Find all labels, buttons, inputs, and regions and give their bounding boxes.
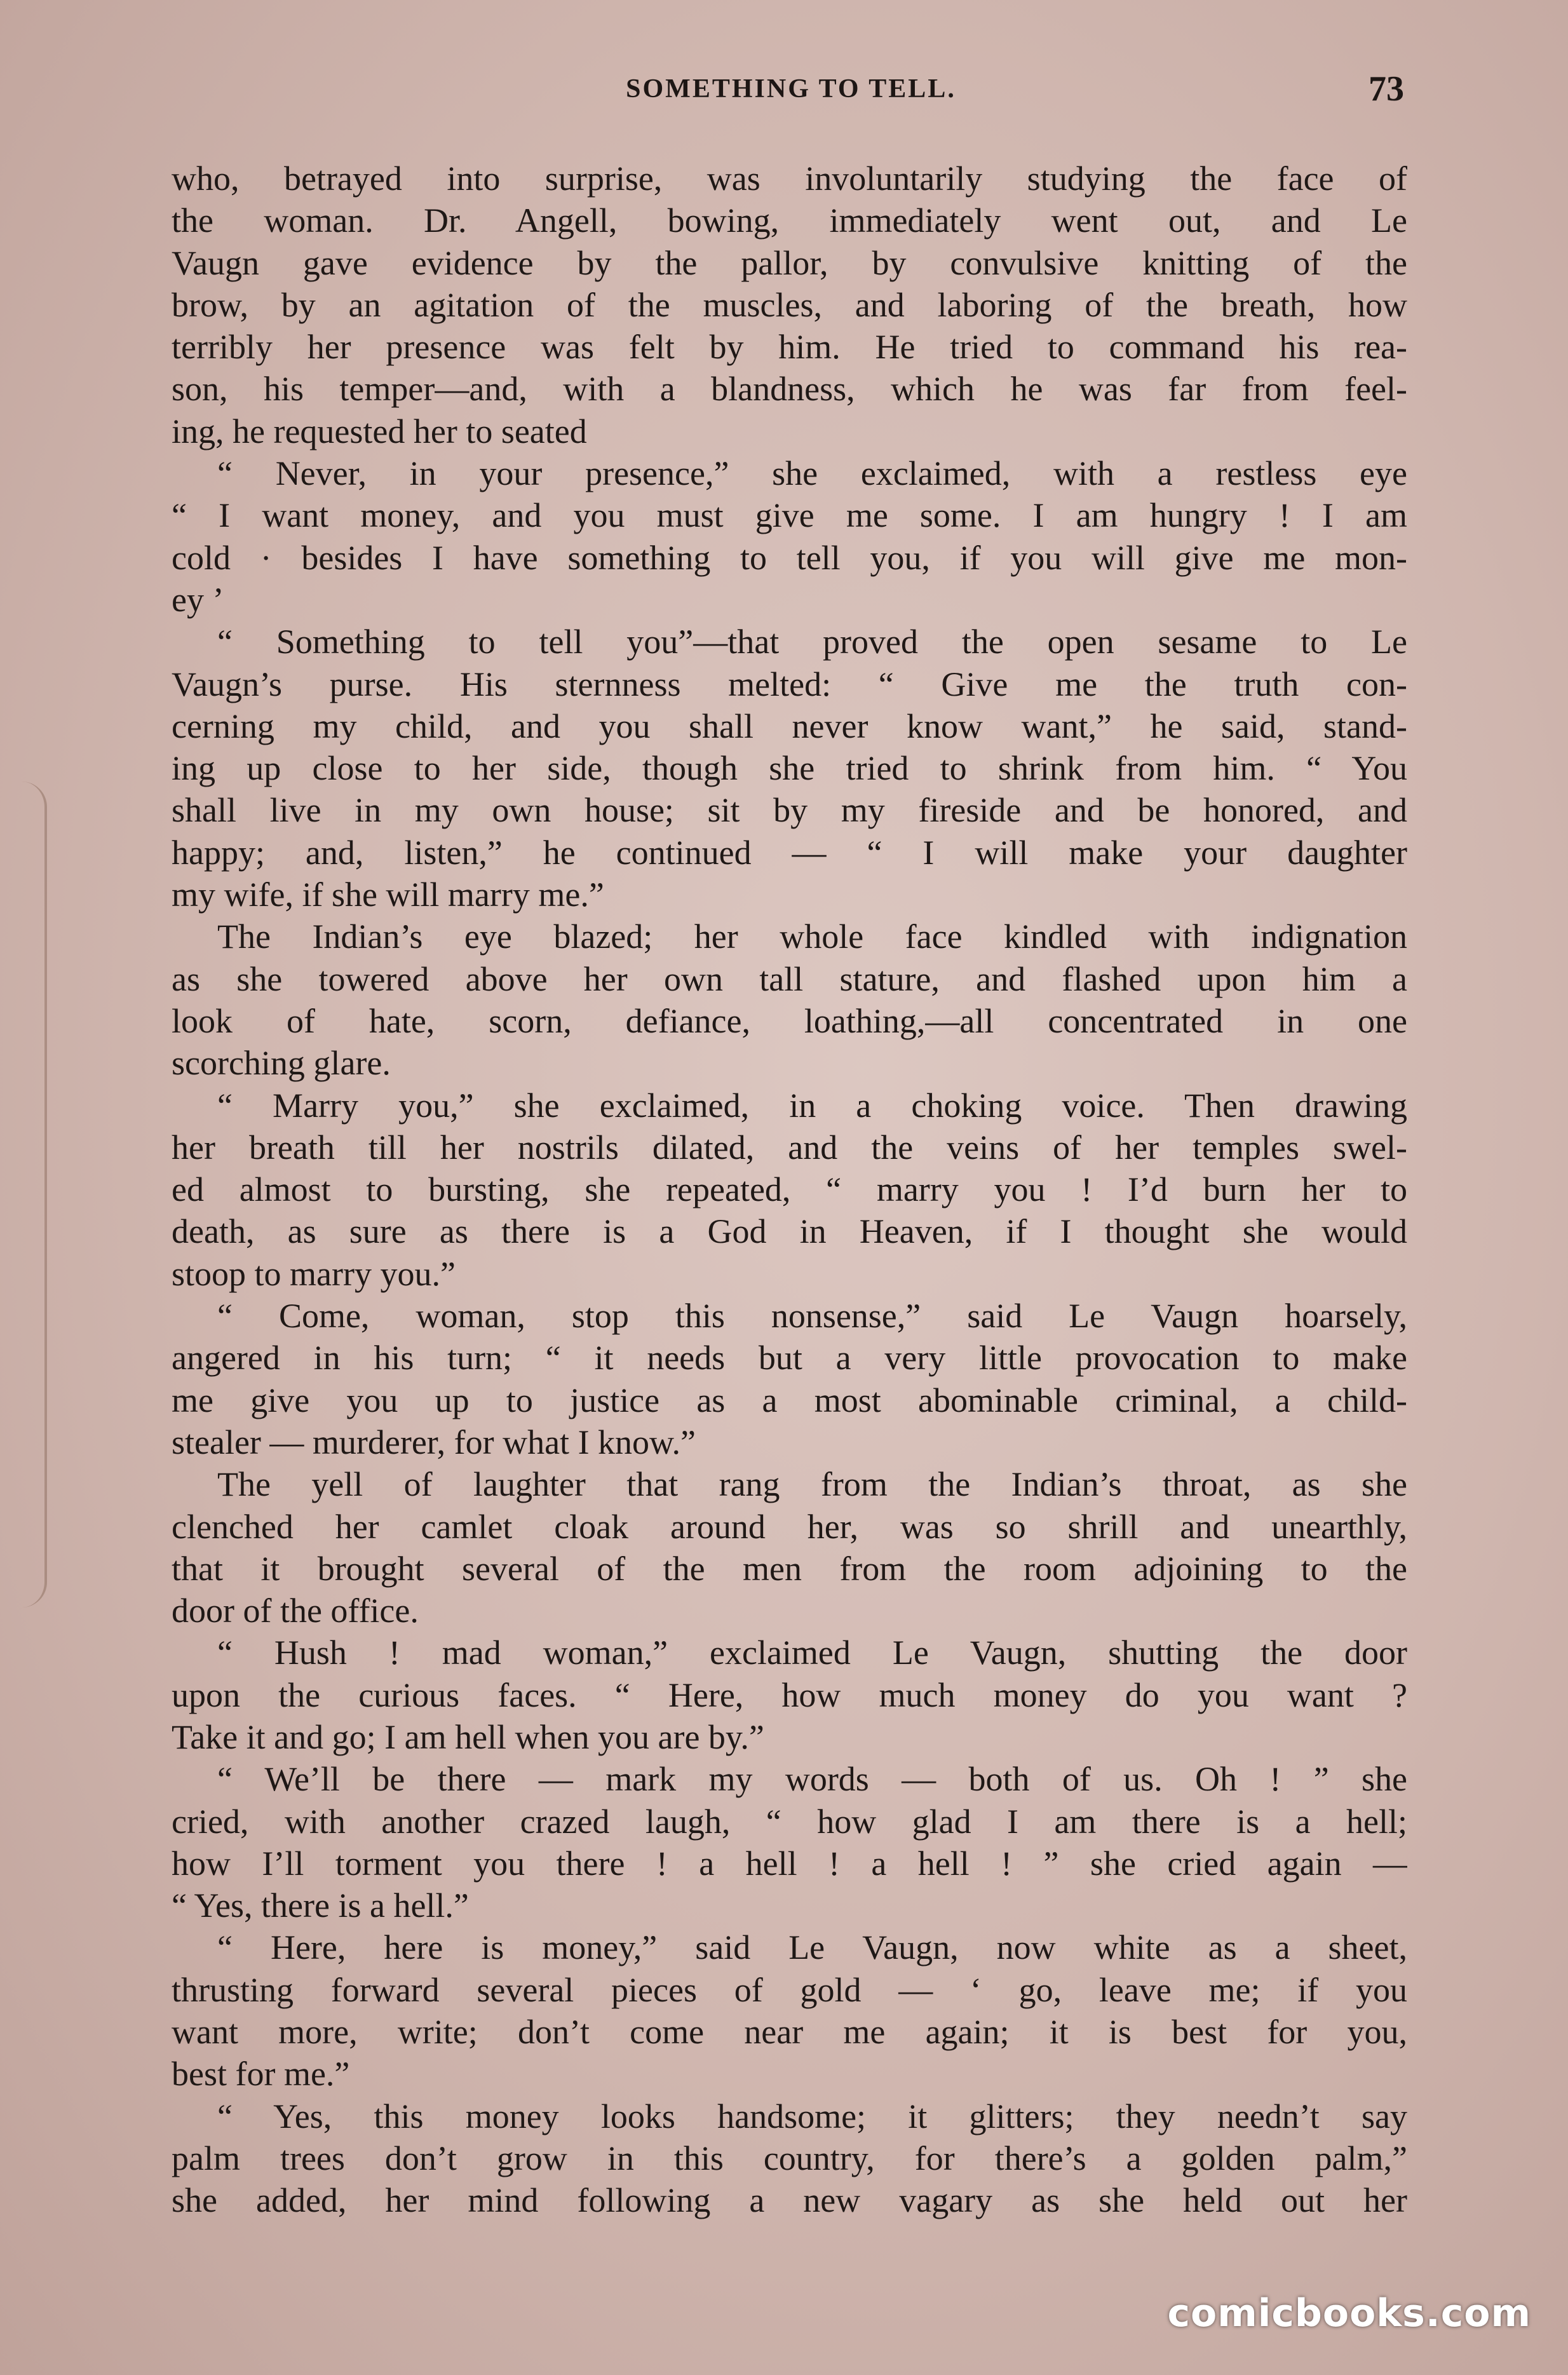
text-line: who, betrayed into surprise, was involuntarily studying the face of [172, 159, 1407, 198]
text-line: “ Yes, this money looks handsome; it glitters; they needn’t say [217, 2097, 1407, 2135]
text-line: the woman. Dr. Angell, bowing, immediately went out, and Le [172, 201, 1407, 240]
binding-thread [0, 782, 47, 1607]
text-line: as she towered above her own tall stature, and flashed upon him a [172, 959, 1407, 998]
watermark: comicbooks.com [1167, 2291, 1531, 2336]
text-line: me give you up to justice as a most abominable criminal, a child- [172, 1381, 1407, 1419]
text-line: thrusting forward several pieces of gold — ‘ go, leave me; if you [172, 1970, 1407, 2009]
text-line: cold · besides I have something to tell you, if you will give me mon- [172, 538, 1407, 577]
text-line: scorching glare. [172, 1044, 391, 1083]
text-line: that it brought several of the men from the room adjoining to the [172, 1549, 1407, 1588]
text-line: The yell of laughter that rang from the Indian’s throat, as she [217, 1465, 1407, 1504]
text-line: palm trees don’t grow in this country, for there’s a golden palm,” [172, 2139, 1407, 2177]
text-line: ey ’ [172, 580, 224, 619]
text-line: angered in his turn; “ it needs but a very little provocation to make [172, 1339, 1407, 1377]
text-line: “ Here, here is money,” said Le Vaugn, now white as a sheet, [217, 1928, 1407, 1967]
text-line: brow, by an agitation of the muscles, and laboring of the breath, how [172, 285, 1407, 324]
text-line: stoop to marry you.” [172, 1254, 456, 1293]
running-head [178, 69, 1404, 113]
text-line: she added, her mind following a new vagary as she held out her [172, 2181, 1407, 2220]
text-line: “ Hush ! mad woman,” exclaimed Le Vaugn, shutting the door [217, 1634, 1407, 1672]
text-line: ing up close to her side, though she tried to shrink from him. “ You [172, 749, 1407, 788]
text-line: The Indian’s eye blazed; her whole face kindled with indignation [217, 917, 1407, 956]
text-line: ed almost to bursting, she repeated, “ marry you ! I’d burn her to [172, 1170, 1407, 1209]
text-line: “ We’ll be there — mark my words — both of us. Oh ! ” she [217, 1760, 1407, 1799]
text-line: best for me.” [172, 2055, 350, 2094]
text-line: door of the office. [172, 1592, 419, 1630]
text-line: how I’ll torment you there ! a hell ! a hell ! ” she cried again — [172, 1844, 1407, 1883]
text-line: cried, with another crazed laugh, “ how glad I am there is a hell; [172, 1802, 1407, 1841]
text-line: “ Marry you,” she exclaimed, in a choking voice. Then drawing [217, 1086, 1407, 1125]
text-line: ing, he requested her to seated [172, 412, 587, 450]
text-line: Vaugn gave evidence by the pallor, by convulsive knitting of the [172, 243, 1407, 282]
text-line: Vaugn’s purse. His sternness melted: “ Give me the truth con- [172, 665, 1407, 703]
text-line: death, as sure as there is a God in Heaven, if I thought she would [172, 1212, 1407, 1251]
text-line: “ Come, woman, stop this nonsense,” said Le Vaugn hoarsely, [217, 1297, 1407, 1336]
text-line: shall live in my own house; sit by my fireside and be honored, and [172, 791, 1407, 830]
running-head-title: SOMETHING TO TELL. [626, 74, 956, 104]
text-line: cerning my child, and you shall never know want,” he said, stand- [172, 707, 1407, 745]
text-line: “ Never, in your presence,” she exclaimed, with a restless eye [217, 454, 1407, 493]
text-line: Take it and go; I am hell when you are by.” [172, 1717, 764, 1756]
text-line: clenched her camlet cloak around her, was so shrill and unearthly, [172, 1507, 1407, 1546]
page-number: 73 [1369, 69, 1404, 109]
text-line: “ Something to tell you”—that proved the open sesame to Le [217, 623, 1407, 661]
text-line: “ Yes, there is a hell.” [172, 1886, 469, 1925]
text-line: happy; and, listen,” he continued — “ I will make your daughter [172, 833, 1407, 872]
text-line: son, his temper—and, with a blandness, which he was far from feel- [172, 370, 1407, 409]
text-line: terribly her presence was felt by him. He tried to command his rea- [172, 328, 1407, 367]
text-line: want more, write; don’t come near me again; it is best for you, [172, 2013, 1407, 2052]
text-line: “ I want money, and you must give me some. I am hungry ! I am [172, 496, 1407, 535]
text-line: stealer — murderer, for what I know.” [172, 1423, 696, 1461]
text-line: her breath till her nostrils dilated, and the veins of her temples swel- [172, 1128, 1407, 1167]
body-text [172, 158, 1407, 2222]
text-line: upon the curious faces. “ Here, how much money do you want ? [172, 1675, 1407, 1714]
text-line: my wife, if she will marry me.” [172, 876, 604, 914]
text-line: look of hate, scorn, defiance, loathing,—all concentrated in one [172, 1001, 1407, 1040]
